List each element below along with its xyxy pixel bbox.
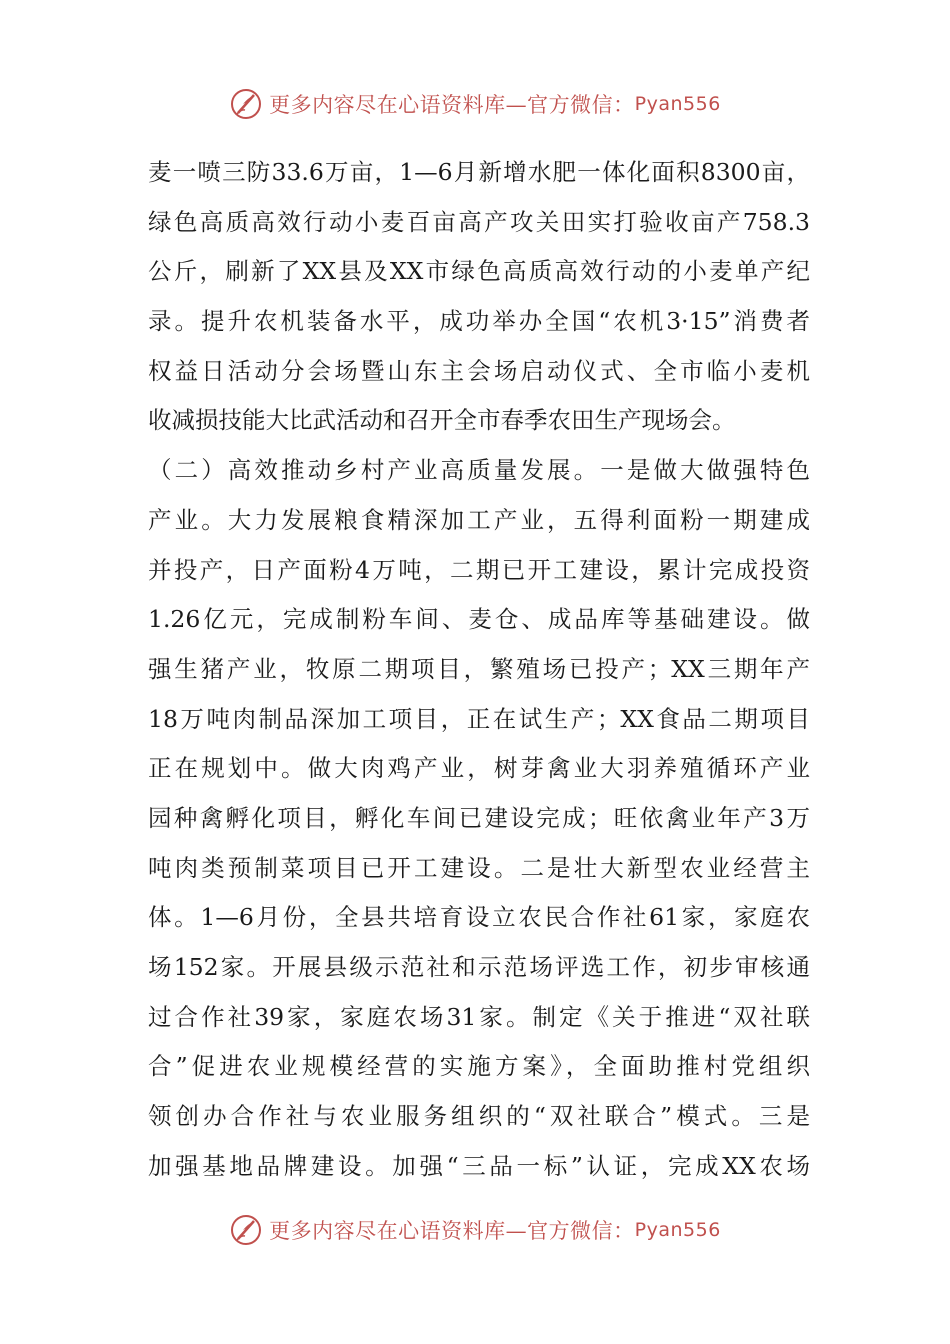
quill-logo-icon [229,1213,263,1247]
text-line: 体。1—6月份，全县共培育设立农民合作社61家，家庭农 [148,903,810,932]
document-body [148,148,810,1191]
text-line: 1.26亿元，完成制粉车间、麦仓、成品库等基础建设。做 [148,605,810,634]
text-line: 场152家。开展县级示范社和示范场评选工作，初步审核通 [148,953,810,981]
text-line: 权益日活动分会场暨山东主会场启动仪式、全市临小麦机 [148,356,810,385]
text-line: 麦一喷三防33.6万亩，1—6月新增水肥一体化面积8300亩， [148,158,810,186]
footer-watermark [0,1212,950,1248]
header-watermark [0,86,950,122]
text-line: 收减损技能大比武活动和召开全市春季农田生产现场会。 [148,406,736,435]
text-line: 园种禽孵化项目，孵化车间已建设完成；旺依禽业年产3万 [148,803,810,832]
text-line: 正在规划中。做大肉鸡产业，树芽禽业大羽养殖循环产业 [148,754,810,783]
text-line: 合”促进农业规模经营的实施方案》，全面助推村党组织 [148,1052,810,1081]
watermark-text: 更多内容尽在心语资料库—官方微信： [269,1219,635,1243]
text-line: 领创办合作社与农业服务组织的“双社联合”模式。三是 [148,1102,810,1131]
watermark-wechat-id: Pyan556 [634,1219,721,1241]
quill-logo-icon [229,87,263,121]
watermark-wechat-id: Pyan556 [634,93,721,115]
text-line: 加强基地品牌建设。加强“三品一标”认证，完成XX农场 [148,1151,810,1180]
text-line: 录。提升农机装备水平，成功举办全国“农机3·15”消费者 [148,307,810,336]
text-line: 18万吨肉制品深加工项目，正在试生产；XX食品二期项目 [148,704,810,733]
text-line: 产业。大力发展粮食精深加工产业，五得利面粉一期建成 [148,505,810,534]
text-line: 强生猪产业，牧原二期项目，繁殖场已投产；XX三期年产 [148,654,810,683]
text-line: 吨肉类预制菜项目已开工建设。二是壮大新型农业经营主 [148,853,810,882]
text-line: 绿色高质高效行动小麦百亩高产攻关田实打验收亩产758.3 [148,207,810,236]
watermark-text: 更多内容尽在心语资料库—官方微信： [269,93,635,117]
text-line: 公斤，刷新了XX县及XX市绿色高质高效行动的小麦单产纪 [148,257,810,286]
text-line: 过合作社39家，家庭农场31家。制定《关于推进“双社联 [148,1002,810,1031]
text-line: 并投产，日产面粉4万吨，二期已开工建设，累计完成投资 [148,555,810,584]
text-line: （二）高效推动乡村产业高质量发展。一是做大做强特色 [148,456,810,485]
